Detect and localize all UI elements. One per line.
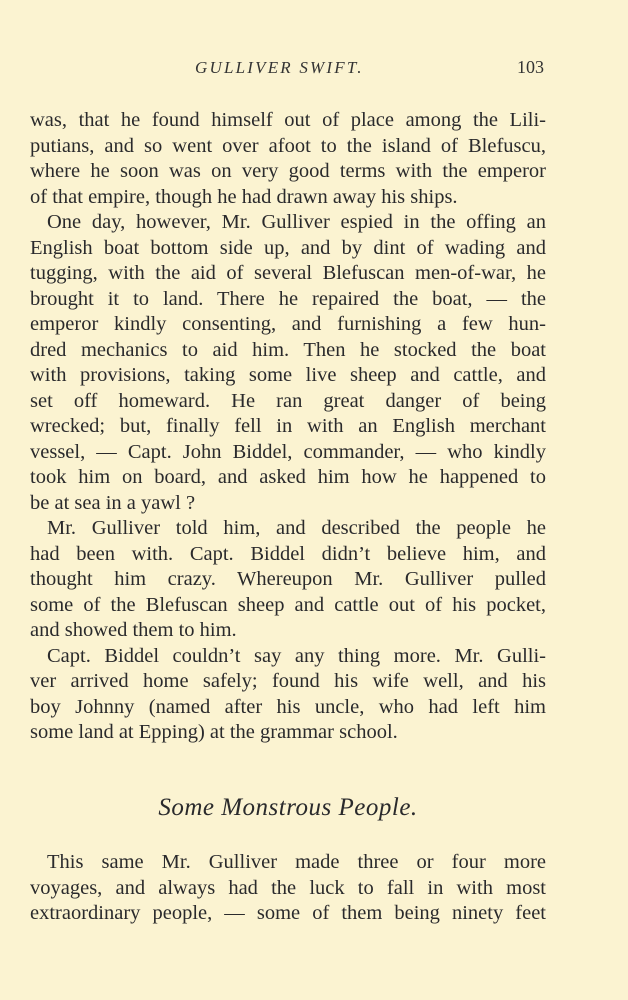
text-line: with provisions, taking some live sheep and cattle, and [30, 364, 546, 386]
text-line: extraordinary people, — some of them being ninety feet [30, 902, 546, 924]
text-line: brought it to land. There he repaired the boat, — the [30, 288, 546, 310]
section-heading: Some Monstrous People. [158, 794, 418, 821]
text-line: ver arrived home safely; found his wife well, and his [30, 670, 546, 692]
text-line: tugging, with the aid of several Blefuscan men-of-war, he [30, 262, 546, 284]
text-line: some of the Blefuscan sheep and cattle out of his pocket, [30, 594, 546, 616]
text-line: English boat bottom side up, and by dint of wading and [30, 237, 546, 259]
text-line: This same Mr. Gulliver made three or four more [47, 851, 546, 873]
text-line: dred mechanics to aid him. Then he stocked the boat [30, 339, 546, 361]
text-line: One day, however, Mr. Gulliver espied in the offing an [47, 211, 546, 233]
page-number: 103 [517, 57, 544, 77]
text-line: took him on board, and asked him how he happened to [30, 466, 546, 488]
text-line: some land at Epping) at the grammar school. [30, 721, 398, 743]
text-line: voyages, and always had the luck to fall in with most [30, 877, 546, 899]
text-line: where he soon was on very good terms with the emperor [30, 160, 546, 182]
text-line: vessel, — Capt. John Biddel, commander, — who kindly [30, 441, 546, 463]
text-line: of that empire, though he had drawn away his ships. [30, 186, 458, 208]
text-line: boy Johnny (named after his uncle, who had left him [30, 696, 546, 718]
text-line: thought him crazy. Whereupon Mr. Gulliver pulled [30, 568, 546, 590]
text-line: emperor kindly consenting, and furnishing a few hun- [30, 313, 546, 335]
text-line: be at sea in a yawl ? [30, 492, 196, 514]
text-line: Mr. Gulliver told him, and described the people he [47, 517, 546, 539]
text-line: wrecked; but, finally fell in with an English merchant [30, 415, 546, 437]
text-line: set off homeward. He ran great danger of being [30, 390, 546, 412]
text-line: and showed them to him. [30, 619, 237, 641]
text-line: Capt. Biddel couldn’t say any thing more. Mr. Gulli- [47, 645, 546, 667]
text-line: was, that he found himself out of place among the Lili- [30, 109, 546, 131]
text-line: had been with. Capt. Biddel didn’t believe him, and [30, 543, 546, 565]
text-line: putians, and so went over afoot to the island of Blefuscu, [30, 135, 546, 157]
running-title: GULLIVER SWIFT. [195, 58, 364, 77]
